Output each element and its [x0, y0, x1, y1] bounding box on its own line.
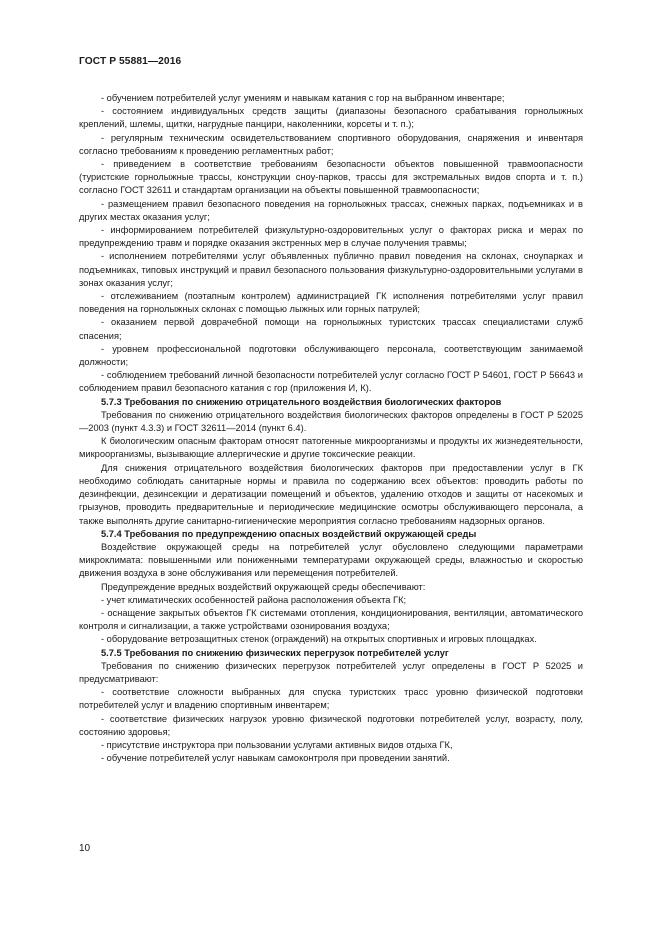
list-item: - соответствие физических нагрузок уровню физической подготовки потребителей услуг, возрасту, полу, состоянию здоровья; — [79, 713, 583, 737]
list-item: - соблюдением требований личной безопасности потребителей услуг согласно ГОСТ Р 54601, ГОСТ Р 56643 и соблюдением правил безопасного катания с гор (приложения И, К). — [79, 370, 583, 394]
paragraph: К биологическим опасным факторам относят патогенные микроорганизмы и продукты их жизнедеятельности, микроорганизмы, вызывающие аллергические и другие токсические реакции. — [79, 436, 583, 460]
paragraph: Требования по снижению отрицательного воздействия биологических факторов определены в ГОСТ Р 52025—2003 (пункт 4.3.3) и ГОСТ 32611—2014 (пункт 6.4). — [79, 409, 583, 434]
list-item: - уровнем профессиональной подготовки обслуживающего персонала, соответствующим занимаемой должности; — [79, 343, 583, 368]
list-item: - учет климатических особенностей района расположения объекта ГК; — [101, 594, 407, 605]
list-item: - оборудование ветрозащитных стенок (ограждений) на открытых спортивных и игровых площадках. — [101, 634, 537, 645]
list-item: - приведением в соответствие требованиям безопасности объектов повышенной травмоопасности (туристские горнолыжные трассы, конструкции сноу-парков, трассы для экстремальных видов спорта и т. п.) согласно ГОСТ 32611 и стандартам организации на объекты повышенной травмоопасности; — [79, 159, 583, 196]
paragraph: Для снижения отрицательного воздействия биологических факторов при предоставлении услуг в ГК необходимо соблюдать санитарные нормы и правила по содержанию всех объектов: проводить работы по дезинфекции, дезинсекции и дератизации помещений и объектов, удалению отходов и защиты от насекомых и грызунов, проводить предварительные и периодические медицинские осмотры обслуживающего персонала, а также выполнять другие санитарно-гигиенические мероприятия согласно требованиям надзорных органов. — [79, 462, 583, 526]
list-item: - исполнением потребителями услуг объявленных публично правил поведения на склонах, сноупарках и подъемниках, типовых инструкций и правил безопасного пользования физкультурно-оздоровительными услугами в зонах оказания услуг; — [79, 251, 583, 288]
list-item: - отслеживанием (поэтапным контролем) администрацией ГК исполнения потребителями услуг правил поведения на горнолыжных склонах с помощью лыжных или горных патрулей; — [79, 291, 583, 315]
section-heading: 5.7.4 Требования по предупреждению опасных воздействий окружающей среды — [101, 528, 477, 539]
list-item: - присутствие инструктора при пользовании услугами активных видов отдыха ГК, — [101, 739, 453, 750]
document-body — [79, 92, 583, 765]
list-item: - оказанием первой доврачебной помощи на горнолыжных туристских трассах специалистами служб спасения; — [79, 317, 583, 341]
list-item: - обучение потребителей услуг навыкам самоконтроля при проведении занятий. — [101, 753, 450, 764]
list-item: - оснащение закрытых объектов ГК системами отопления, кондиционирования, вентиляции, автоматического контроля и сигнализации, а также устройствами озонирования воздуха; — [79, 607, 583, 632]
list-item: - соответствие сложности выбранных для спуска туристских трасс уровню физической подготовки потребителей услуг и владению спортивным инвентарем; — [79, 687, 583, 711]
paragraph: Предупреждение вредных воздействий окружающей среды обеспечивают: — [101, 581, 426, 592]
paragraph: Воздействие окружающей среды на потребителей услуг обусловлено следующими параметрами микроклимата: повышенными или пониженными температурами окружающей среды, влажностью и скоростью движения воздуха в зоне обслуживания или перемещения потребителей. — [79, 541, 583, 579]
page-number: 10 — [79, 843, 91, 854]
section-heading: 5.7.5 Требования по снижению физических перегрузок потребителей услуг — [101, 647, 449, 658]
section-heading: 5.7.3 Требования по снижению отрицательного воздействия биологических факторов — [101, 396, 502, 407]
list-item: - размещением правил безопасного поведения на горнолыжных трассах, снежных парках, подъемниках и в других местах оказания услуг; — [79, 198, 583, 222]
list-item: - обучением потребителей услуг умениям и навыкам катания с гор на выбранном инвентаре; — [101, 93, 505, 103]
paragraph: Требования по снижению физических перегрузок потребителей услуг определены в ГОСТ Р 52025 и предусматривают: — [79, 660, 583, 684]
list-item: - регулярным техническим освидетельствованием спортивного оборудования, снаряжения и инвентаря согласно требованиям к проведению регламентных работ; — [79, 132, 583, 156]
list-item: - информированием потребителей физкультурно-оздоровительных услуг о факторах риска и мерах по предупреждению травм и порядке оказания экстренных мер в случае получения травмы; — [79, 225, 583, 249]
list-item: - состоянием индивидуальных средств защиты (диапазоны безопасного срабатывания горнолыжных креплений, шлемы, щитки, нагрудные панцири, наколенники, корсеты и т. п.); — [79, 106, 583, 130]
document-header: ГОСТ Р 55881—2016 — [79, 56, 182, 67]
